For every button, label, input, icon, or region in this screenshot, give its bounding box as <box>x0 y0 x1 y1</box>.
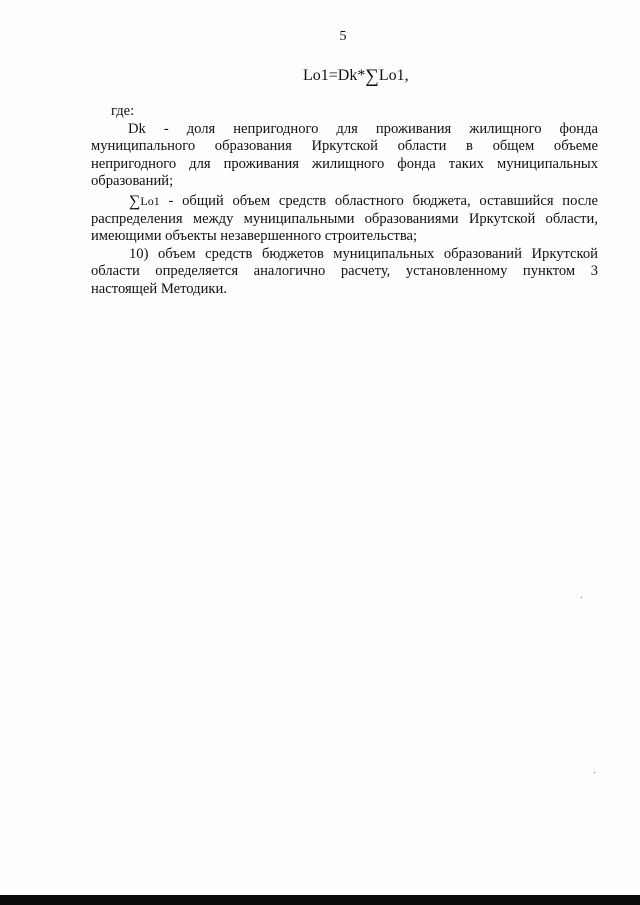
page-number: 5 <box>339 29 347 44</box>
formula-right: Lo1, <box>378 67 409 84</box>
item10-line-3: настоящей Методики. <box>91 280 227 297</box>
where-label: где: <box>111 103 135 119</box>
item10-line-1: 10) объем средств бюджетов муниципальных образований Иркутской <box>129 245 598 262</box>
document-body <box>91 103 598 299</box>
sum-line-2: распределения между муниципальными образованиями Иркутской области, <box>91 210 598 227</box>
formula-left: Lo1=Dk* <box>303 67 366 84</box>
sum-line-1 <box>91 193 598 211</box>
dk-definition <box>91 121 598 191</box>
sum-sigma-symbol: ∑ <box>129 192 141 210</box>
scan-speck <box>594 772 595 773</box>
item10-line-2: области определяется аналогично расчету, установленному пунктом 3 <box>91 263 598 280</box>
dk-line-1-text: - доля непригодного для проживания жилищного фонда <box>163 120 598 137</box>
sigma-symbol: ∑ <box>365 66 379 87</box>
sum-line-1-text: - общий объем средств областного бюджета, оставшийся после <box>168 192 598 209</box>
scan-edge-bar <box>0 895 640 905</box>
dk-line-4: образований; <box>91 173 174 190</box>
dk-line-1 <box>91 121 598 139</box>
dk-line-3: непригодного для проживания жилищного фонда таких муниципальных <box>91 155 598 172</box>
scan-speck <box>581 597 582 598</box>
sum-definition <box>91 193 598 246</box>
formula <box>303 66 409 88</box>
sum-symbol: Lo1 <box>140 193 160 208</box>
sum-line-3: имеющими объекты незавершенного строительства; <box>91 228 418 245</box>
item-10 <box>91 246 598 299</box>
dk-symbol: Dk <box>128 120 146 137</box>
dk-line-2: муниципального образования Иркутской области в общем объеме <box>91 138 598 155</box>
